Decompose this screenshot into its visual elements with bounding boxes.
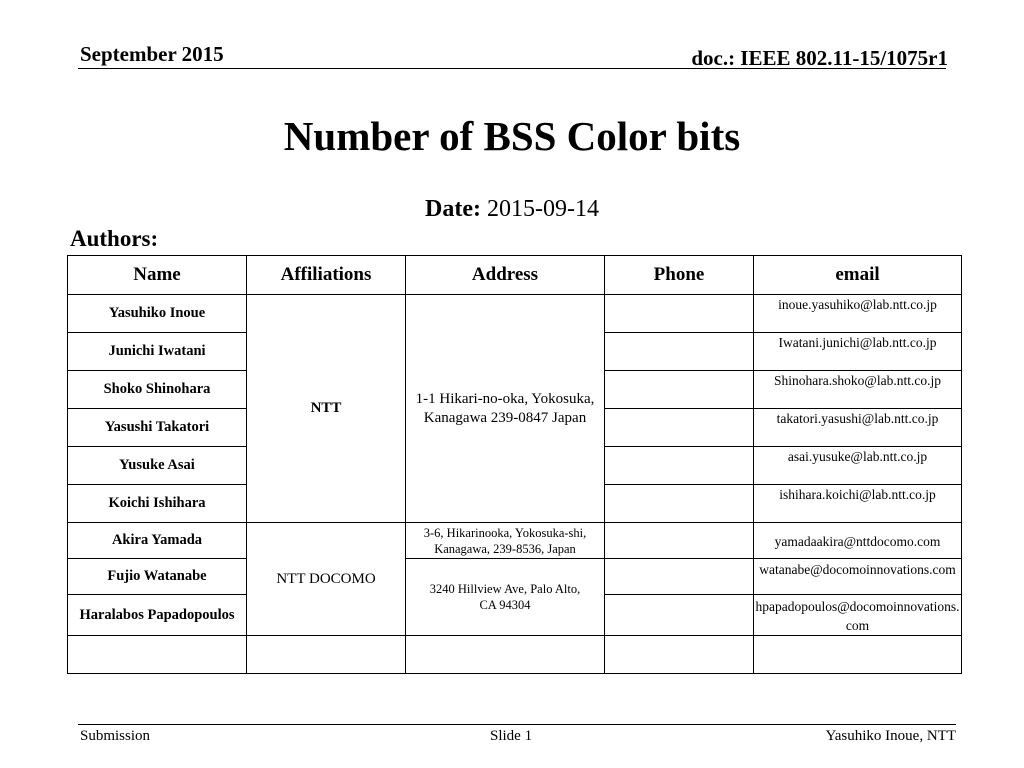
phone-cell [605, 371, 754, 409]
phone-cell [605, 485, 754, 523]
document-id: doc.: IEEE 802.11-15/1075r1 [691, 46, 948, 70]
phone-cell [605, 447, 754, 485]
authors-table [67, 255, 962, 674]
table-row [68, 295, 962, 333]
phone-cell [605, 409, 754, 447]
author-name: Junichi Iwatani [68, 333, 247, 371]
phone-cell [605, 523, 754, 559]
footer-slide-number: Slide 1 [490, 728, 533, 744]
column-header-name: Name [68, 256, 247, 295]
address-ntt [406, 295, 605, 523]
phone-cell [605, 333, 754, 371]
phone-cell [605, 295, 754, 333]
footer-author: Yasuhiko Inoue, NTT [825, 728, 956, 744]
column-header-address: Address [406, 256, 605, 295]
phone-cell [605, 595, 754, 636]
table-row-empty [68, 636, 962, 674]
footer-divider [78, 724, 956, 725]
author-name: Akira Yamada [68, 523, 247, 559]
author-name: Koichi Ishihara [68, 485, 247, 523]
address-ntt-text: 1-1 Hikari-no-oka, Yokosuka, Kanagawa 239-0847 Japan [415, 390, 595, 426]
affiliation-ntt: NTT [247, 295, 406, 523]
author-email: yamadaakira@nttdocomo.com [754, 523, 962, 559]
address-docomo-us-text: 3240 Hillview Ave, Palo Alto, CA 94304 [429, 582, 581, 612]
author-email: hpapadopoulos@docomoinnovations.com [754, 595, 962, 636]
address-docomo-japan: 3-6, Hikarinooka, Yokosuka-shi, Kanagawa, 239-8536, Japan [406, 523, 605, 559]
date-label: Date: [425, 196, 481, 222]
empty-cell [605, 636, 754, 674]
column-header-phone: Phone [605, 256, 754, 295]
table-row [68, 523, 962, 559]
empty-cell [247, 636, 406, 674]
author-email: takatori.yasushi@lab.ntt.co.jp [754, 409, 962, 447]
date-value: 2015-09-14 [486, 196, 599, 222]
column-header-email: email [754, 256, 962, 295]
author-name: Yusuke Asai [68, 447, 247, 485]
author-name: Haralabos Papadopoulos [68, 595, 247, 636]
empty-cell [754, 636, 962, 674]
author-email: Iwatani.junichi@lab.ntt.co.jp [754, 333, 962, 371]
table-row [68, 559, 962, 595]
author-email: watanabe@docomoinnovations.com [754, 559, 962, 595]
author-email: ishihara.koichi@lab.ntt.co.jp [754, 485, 962, 523]
table-header-row [68, 256, 962, 295]
header-date: September 2015 [80, 42, 224, 66]
author-name: Yasushi Takatori [68, 409, 247, 447]
affiliation-docomo: NTT DOCOMO [247, 523, 406, 636]
phone-cell [605, 559, 754, 595]
footer-submission: Submission [80, 728, 151, 744]
author-name: Yasuhiko Inoue [68, 295, 247, 333]
author-email: asai.yusuke@lab.ntt.co.jp [754, 447, 962, 485]
author-email: inoue.yasuhiko@lab.ntt.co.jp [754, 295, 962, 333]
author-name: Fujio Watanabe [68, 559, 247, 595]
column-header-affiliations: Affiliations [247, 256, 406, 295]
date-line [0, 196, 1024, 223]
empty-cell [68, 636, 247, 674]
slide-title: Number of BSS Color bits [283, 113, 741, 159]
author-name: Shoko Shinohara [68, 371, 247, 409]
authors-label: Authors: [70, 226, 159, 251]
empty-cell [406, 636, 605, 674]
address-docomo-us [406, 559, 605, 636]
author-email: Shinohara.shoko@lab.ntt.co.jp [754, 371, 962, 409]
header-divider [78, 68, 946, 69]
